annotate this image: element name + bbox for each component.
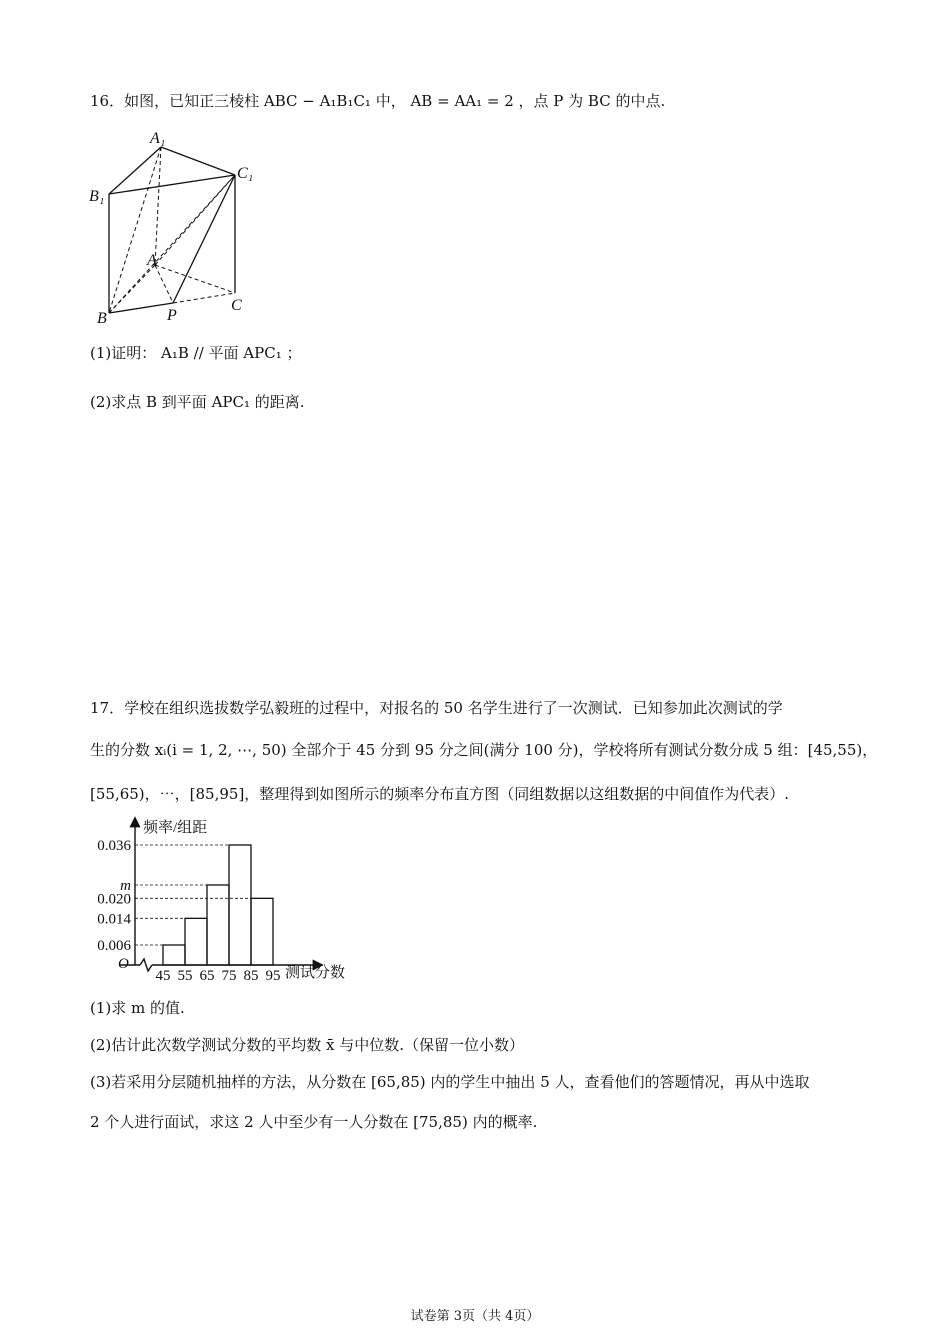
y-axis-label: 频率/组距: [143, 820, 208, 836]
q17-part1: (1)求 m 的值.: [90, 999, 185, 1017]
histogram-bar: [251, 898, 273, 965]
label-P: P: [167, 307, 177, 324]
y-tick-label: m: [120, 878, 131, 894]
q17-part3-line2: 2 个人进行面试，求这 2 人中至少有一人分数在 [75,85) 内的概率.: [90, 1113, 538, 1131]
q17-part2: (2)估计此次数学测试分数的平均数 x̄ 与中位数.（保留一位小数）: [90, 1036, 525, 1054]
prism-figure: [85, 125, 285, 330]
page-footer: 试卷第 3页（共 4页）: [410, 1309, 540, 1324]
histogram-bar: [163, 945, 185, 965]
edge-AA1: [155, 147, 161, 265]
q17-line1: 17．学校在组织选拔数学弘毅班的过程中，对报名的 50 名学生进行了一次测试．已知参加此次测试的学: [90, 699, 783, 717]
edge-BC: [109, 303, 173, 313]
x-tick-label: 85: [243, 968, 259, 984]
x-axis-label: 测试分数: [285, 965, 346, 981]
y-tick-label: 0.014: [97, 911, 131, 928]
histogram-bar: [207, 885, 229, 965]
q17-line3: [55,65)，⋯，[85,95]，整理得到如图所示的频率分布直方图（同组数据以这组数据的中间值作为代表）.: [90, 785, 790, 803]
q17-line2: 生的分数 xᵢ(i = 1, 2, ⋯, 50) 全部介于 45 分到 95 分之间(满分 100 分)，学校将所有测试分数分成 5 组：[45,55)，: [90, 741, 878, 759]
label-B1: B₁: [89, 188, 105, 205]
label-A1: A₁: [150, 130, 166, 147]
label-C1: C₁: [237, 165, 254, 182]
q16-part1: (1)证明： A₁B // 平面 APC₁ ；: [90, 344, 302, 362]
histogram-bar: [185, 918, 207, 965]
x-tick-label: 95: [265, 968, 281, 984]
axis-break: [140, 959, 152, 971]
x-tick-label: 75: [221, 968, 237, 984]
edge-PC1: [173, 175, 235, 303]
origin-label: O: [118, 956, 129, 972]
edge-PC-dash: [173, 293, 235, 303]
label-C: C: [231, 297, 242, 314]
x-tick-label: 45: [155, 968, 171, 984]
frequency-histogram: [85, 815, 385, 985]
label-A: A: [147, 252, 157, 269]
y-tick-label: 0.006: [97, 938, 131, 954]
edge-A1B: [109, 147, 161, 313]
label-B: B: [97, 310, 107, 327]
y-tick-label: 0.020: [97, 891, 131, 908]
y-tick-label: 0.036: [97, 838, 131, 854]
histogram-bar: [229, 845, 251, 965]
q16-stem: 16．如图，已知正三棱柱 ABC − A₁B₁C₁ 中， AB = AA₁ = 2 ，点 P 为 BC 的中点.: [90, 92, 666, 110]
q16-part2: (2)求点 B 到平面 APC₁ 的距离.: [90, 393, 305, 411]
edge-B1C1: [109, 175, 235, 194]
q17-part3-line1: (3)若采用分层随机抽样的方法，从分数在 [65,85) 内的学生中抽出 5 人，查看他们的答题情况，再从中选取: [90, 1073, 810, 1091]
x-tick-label: 65: [199, 968, 215, 984]
x-tick-label: 55: [177, 968, 193, 984]
edge-AC: [155, 265, 235, 293]
edge-A1C1: [161, 147, 235, 175]
